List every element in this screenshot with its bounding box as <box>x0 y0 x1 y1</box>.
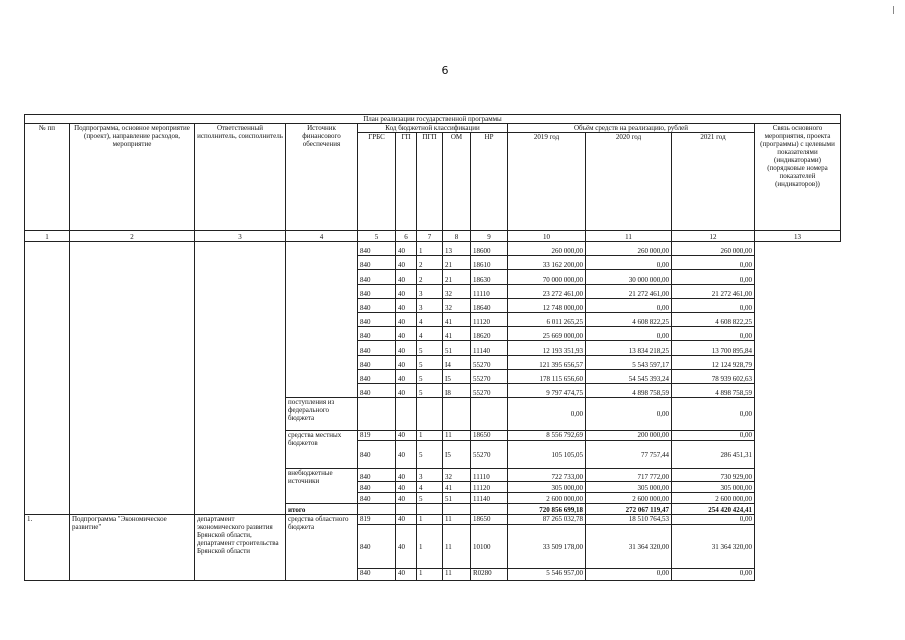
header-2021: 2021 год <box>672 133 755 231</box>
column-number: 8 <box>443 231 471 242</box>
gp-cell: 40 <box>396 256 417 270</box>
amount-2019-cell: 23 272 461,00 <box>508 284 586 298</box>
nr-cell: R0280 <box>471 569 508 581</box>
amount-2020-cell: 2 600 000,00 <box>586 493 672 504</box>
amount-2020-cell: 0,00 <box>586 398 672 431</box>
pgp-cell: 4 <box>417 312 443 326</box>
amount-2020-cell: 77 757,44 <box>586 441 672 469</box>
pgp-cell: 3 <box>417 284 443 298</box>
amount-2021-cell: 305 000,00 <box>672 482 755 493</box>
amount-2021-cell: 730 929,00 <box>672 469 755 482</box>
amount-2021-cell: 0,00 <box>672 515 755 525</box>
nr-cell: 11120 <box>471 312 508 326</box>
grbs-cell: 840 <box>358 383 396 397</box>
code-cell <box>396 504 417 515</box>
amount-2020-cell: 0,00 <box>586 256 672 270</box>
grbs-cell: 840 <box>358 298 396 312</box>
om-cell: 11 <box>443 569 471 581</box>
gp-cell: 40 <box>396 515 417 525</box>
amount-2021-cell: 21 272 461,00 <box>672 284 755 298</box>
total-2021-cell: 254 420 424,41 <box>672 504 755 515</box>
total-2020-cell: 272 067 119,47 <box>586 504 672 515</box>
grbs-cell: 840 <box>358 242 396 256</box>
om-cell: 13 <box>443 242 471 256</box>
header-pgp: ПГП <box>417 133 443 231</box>
grbs-cell: 840 <box>358 493 396 504</box>
amount-2020-cell: 30 000 000,00 <box>586 270 672 284</box>
header-gp: ГП <box>396 133 417 231</box>
grbs-cell: 840 <box>358 256 396 270</box>
amount-2019-cell: 12 193 351,93 <box>508 341 586 355</box>
nr-cell: 11110 <box>471 469 508 482</box>
pgp-cell: 1 <box>417 525 443 569</box>
column-number: 1 <box>25 231 70 242</box>
gp-cell: 40 <box>396 469 417 482</box>
code-cell <box>443 398 471 431</box>
grbs-cell: 819 <box>358 431 396 441</box>
header-nr: НР <box>471 133 508 231</box>
nr-cell: 18650 <box>471 515 508 525</box>
gp-cell: 40 <box>396 341 417 355</box>
header-om: ОМ <box>443 133 471 231</box>
amount-2021-cell: 12 124 928,79 <box>672 355 755 369</box>
amount-2021-cell: 78 939 602,63 <box>672 369 755 383</box>
column-number: 7 <box>417 231 443 242</box>
grbs-cell: 840 <box>358 355 396 369</box>
code-cell <box>417 398 443 431</box>
grbs-cell: 840 <box>358 341 396 355</box>
amount-2021-cell: 4 898 758,59 <box>672 383 755 397</box>
table-title: План реализации государственной программы <box>25 115 841 124</box>
amount-2019-cell: 0,00 <box>508 398 586 431</box>
amount-2019-cell: 105 105,05 <box>508 441 586 469</box>
amount-2019-cell: 5 546 957,00 <box>508 569 586 581</box>
amount-2021-cell: 286 451,31 <box>672 441 755 469</box>
column-number: 11 <box>586 231 672 242</box>
column-number: 10 <box>508 231 586 242</box>
num-cell <box>25 242 70 515</box>
code-cell <box>471 398 508 431</box>
subprogram-row <box>25 515 841 525</box>
column-number: 5 <box>358 231 396 242</box>
header-volume-group: Объём средств на реализацию, рублей <box>508 124 755 133</box>
source-cell: средства областного бюджета <box>286 515 358 581</box>
om-cell: I5 <box>443 369 471 383</box>
header-grbs: ГРБС <box>358 133 396 231</box>
nr-cell: 18600 <box>471 242 508 256</box>
program-plan-table <box>24 114 841 581</box>
executor-cell <box>195 242 286 515</box>
grbs-cell: 840 <box>358 482 396 493</box>
nr-cell: 18650 <box>471 431 508 441</box>
amount-2021-cell: 0,00 <box>672 270 755 284</box>
gp-cell: 40 <box>396 431 417 441</box>
page-number: 6 <box>441 64 449 77</box>
amount-2021-cell: 0,00 <box>672 398 755 431</box>
amount-2019-cell: 6 011 265,25 <box>508 312 586 326</box>
amount-2021-cell: 13 700 895,84 <box>672 341 755 355</box>
header-kbk-group: Код бюджетной классификации <box>358 124 508 133</box>
pgp-cell: 1 <box>417 515 443 525</box>
amount-2019-cell: 2 600 000,00 <box>508 493 586 504</box>
total-2019-cell: 720 856 699,18 <box>508 504 586 515</box>
gp-cell: 40 <box>396 369 417 383</box>
code-cell <box>396 398 417 431</box>
subprogram-executor: департамент экономического развития Брянской области, департамент строительства Брянской области <box>195 515 286 581</box>
total-label: итого <box>286 504 358 515</box>
amount-2020-cell: 200 000,00 <box>586 431 672 441</box>
pgp-cell: 5 <box>417 383 443 397</box>
amount-2020-cell: 5 543 597,17 <box>586 355 672 369</box>
om-cell: 32 <box>443 298 471 312</box>
amount-2020-cell: 54 545 393,24 <box>586 369 672 383</box>
amount-2019-cell: 121 395 656,57 <box>508 355 586 369</box>
amount-2021-cell: 0,00 <box>672 431 755 441</box>
om-cell: 32 <box>443 469 471 482</box>
amount-2019-cell: 9 797 474,75 <box>508 383 586 397</box>
amount-2021-cell: 0,00 <box>672 569 755 581</box>
om-cell: 41 <box>443 482 471 493</box>
pgp-cell: 1 <box>417 431 443 441</box>
amount-2020-cell: 4 608 822,25 <box>586 312 672 326</box>
pgp-cell: 5 <box>417 369 443 383</box>
nr-cell: 18640 <box>471 298 508 312</box>
gp-cell: 40 <box>396 569 417 581</box>
gp-cell: 40 <box>396 284 417 298</box>
nr-cell: 18630 <box>471 270 508 284</box>
column-number: 4 <box>286 231 358 242</box>
nr-cell: 11140 <box>471 493 508 504</box>
code-cell <box>358 504 396 515</box>
source-cell: внебюджетные источники <box>286 469 358 504</box>
om-cell: 41 <box>443 327 471 341</box>
om-cell: 51 <box>443 493 471 504</box>
amount-2020-cell: 305 000,00 <box>586 482 672 493</box>
pgp-cell: 1 <box>417 569 443 581</box>
amount-2021-cell: 0,00 <box>672 327 755 341</box>
nr-cell: 55270 <box>471 369 508 383</box>
gp-cell: 40 <box>396 383 417 397</box>
source-cell: средства местных бюджетов <box>286 431 358 469</box>
gp-cell: 40 <box>396 355 417 369</box>
header-num: № пп <box>25 124 70 231</box>
amount-2019-cell: 8 556 792,69 <box>508 431 586 441</box>
om-cell: 21 <box>443 270 471 284</box>
table-row <box>25 242 841 256</box>
pgp-cell: 5 <box>417 493 443 504</box>
header-link: Связь основного мероприятия, проекта (программы) с целевыми показателями (индикаторами) (порядковые номера показателей (индикаторов)) <box>755 124 841 231</box>
amount-2020-cell: 21 272 461,00 <box>586 284 672 298</box>
om-cell: I4 <box>443 355 471 369</box>
subprogram-cell <box>70 242 195 515</box>
om-cell: 11 <box>443 525 471 569</box>
pgp-cell: 5 <box>417 341 443 355</box>
amount-2020-cell: 0,00 <box>586 327 672 341</box>
amount-2020-cell: 0,00 <box>586 298 672 312</box>
header-source: Источник финансового обеспечения <box>286 124 358 231</box>
amount-2021-cell: 260 000,00 <box>672 242 755 256</box>
amount-2019-cell: 722 733,00 <box>508 469 586 482</box>
amount-2020-cell: 260 000,00 <box>586 242 672 256</box>
pgp-cell: 2 <box>417 270 443 284</box>
amount-2019-cell: 12 748 000,00 <box>508 298 586 312</box>
grbs-cell: 840 <box>358 469 396 482</box>
code-cell <box>417 504 443 515</box>
scan-edge-mark <box>893 6 894 14</box>
om-cell: 51 <box>443 341 471 355</box>
code-cell <box>358 398 396 431</box>
nr-cell: 55270 <box>471 355 508 369</box>
grbs-cell: 840 <box>358 569 396 581</box>
grbs-cell: 840 <box>358 312 396 326</box>
nr-cell: 55270 <box>471 441 508 469</box>
gp-cell: 40 <box>396 493 417 504</box>
column-number: 9 <box>471 231 508 242</box>
grbs-cell: 840 <box>358 525 396 569</box>
amount-2020-cell: 4 898 758,59 <box>586 383 672 397</box>
header-2020: 2020 год <box>586 133 672 231</box>
amount-2021-cell: 0,00 <box>672 298 755 312</box>
amount-2019-cell: 178 115 656,60 <box>508 369 586 383</box>
header-executor: Ответственный исполнитель, соисполнитель <box>195 124 286 231</box>
amount-2019-cell: 305 000,00 <box>508 482 586 493</box>
column-number: 13 <box>755 231 841 242</box>
amount-2019-cell: 33 509 178,00 <box>508 525 586 569</box>
gp-cell: 40 <box>396 441 417 469</box>
pgp-cell: 4 <box>417 327 443 341</box>
column-number: 12 <box>672 231 755 242</box>
code-cell <box>443 504 471 515</box>
nr-cell: 11120 <box>471 482 508 493</box>
amount-2020-cell: 0,00 <box>586 569 672 581</box>
amount-2021-cell: 4 608 822,25 <box>672 312 755 326</box>
pgp-cell: 1 <box>417 242 443 256</box>
pgp-cell: 2 <box>417 256 443 270</box>
grbs-cell: 840 <box>358 369 396 383</box>
grbs-cell: 840 <box>358 327 396 341</box>
pgp-cell: 5 <box>417 441 443 469</box>
gp-cell: 40 <box>396 482 417 493</box>
nr-cell: 11110 <box>471 284 508 298</box>
grbs-cell: 840 <box>358 441 396 469</box>
om-cell: I5 <box>443 441 471 469</box>
amount-2020-cell: 717 772,00 <box>586 469 672 482</box>
om-cell: 21 <box>443 256 471 270</box>
amount-2021-cell: 0,00 <box>672 256 755 270</box>
amount-2020-cell: 31 364 320,00 <box>586 525 672 569</box>
column-number: 2 <box>70 231 195 242</box>
amount-2020-cell: 18 510 764,53 <box>586 515 672 525</box>
amount-2019-cell: 33 162 200,00 <box>508 256 586 270</box>
subprogram-number: 1. <box>25 515 70 581</box>
om-cell: 11 <box>443 431 471 441</box>
pgp-cell: 3 <box>417 298 443 312</box>
amount-2019-cell: 70 000 000,00 <box>508 270 586 284</box>
nr-cell: 11140 <box>471 341 508 355</box>
column-number: 3 <box>195 231 286 242</box>
grbs-cell: 840 <box>358 270 396 284</box>
gp-cell: 40 <box>396 298 417 312</box>
grbs-cell: 840 <box>358 284 396 298</box>
gp-cell: 40 <box>396 327 417 341</box>
column-number-row <box>25 231 841 242</box>
gp-cell: 40 <box>396 270 417 284</box>
source-cell: поступления из федерального бюджета <box>286 398 358 431</box>
om-cell: 11 <box>443 515 471 525</box>
code-cell <box>471 504 508 515</box>
amount-2020-cell: 13 834 218,25 <box>586 341 672 355</box>
header-subprogram: Подпрограмма, основное мероприятие (проект), направление расходов, мероприятие <box>70 124 195 231</box>
subprogram-title: Подпрограмма "Экономическое развитие" <box>70 515 195 581</box>
nr-cell: 18620 <box>471 327 508 341</box>
nr-cell: 18610 <box>471 256 508 270</box>
amount-2021-cell: 2 600 000,00 <box>672 493 755 504</box>
pgp-cell: 4 <box>417 482 443 493</box>
gp-cell: 40 <box>396 242 417 256</box>
amount-2019-cell: 25 669 000,00 <box>508 327 586 341</box>
nr-cell: 55270 <box>471 383 508 397</box>
om-cell: 32 <box>443 284 471 298</box>
column-number: 6 <box>396 231 417 242</box>
om-cell: I8 <box>443 383 471 397</box>
source-cell <box>286 242 358 398</box>
header-2019: 2019 год <box>508 133 586 231</box>
amount-2019-cell: 87 265 032,78 <box>508 515 586 525</box>
pgp-cell: 3 <box>417 469 443 482</box>
amount-2021-cell: 31 364 320,00 <box>672 525 755 569</box>
pgp-cell: 5 <box>417 355 443 369</box>
grbs-cell: 819 <box>358 515 396 525</box>
gp-cell: 40 <box>396 312 417 326</box>
nr-cell: 10100 <box>471 525 508 569</box>
om-cell: 41 <box>443 312 471 326</box>
amount-2019-cell: 260 000,00 <box>508 242 586 256</box>
gp-cell: 40 <box>396 525 417 569</box>
